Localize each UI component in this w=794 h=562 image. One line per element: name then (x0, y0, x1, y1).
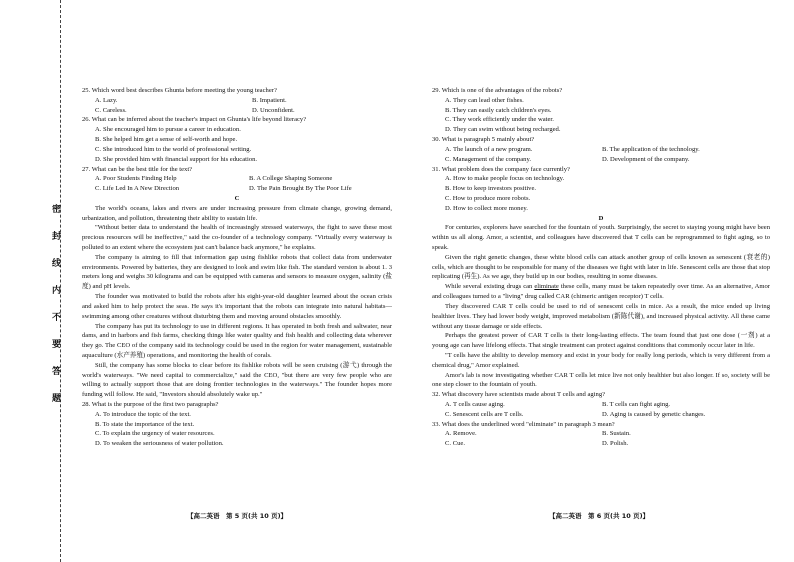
option-a[interactable]: A. T cells cause aging. (445, 401, 505, 408)
passage-paragraph (432, 282, 770, 302)
question-stem: 25. Which word best describes Ghunta before meeting the young teacher? (82, 87, 277, 94)
option-c[interactable]: C. To explain the urgency of water resources. (95, 430, 215, 438)
question-stem: 27. What can be the best title for the text? (82, 165, 193, 173)
option-b[interactable]: B. Impatient. (252, 96, 287, 104)
section-heading-d: D (598, 214, 604, 222)
paragraph-text: While several existing drugs can (445, 283, 535, 291)
option-d[interactable]: D. They can swim without being recharged. (445, 126, 561, 134)
option-b[interactable]: B. T cells can fight aging. (602, 401, 671, 408)
underlined-word-eliminate: eliminate (534, 283, 559, 291)
option-c[interactable]: C. They work efficiently under the water. (445, 116, 554, 124)
option-d[interactable]: D. She provided him with financial support for his education. (95, 155, 258, 163)
question-32 (432, 390, 770, 419)
options (432, 145, 770, 165)
question-stem: 28. What is the purpose of the first two paragraphs? (82, 401, 219, 408)
passage-paragraph: They discovered CAR T cells could be used to rid of senescent cells in mice. As a result, the mice ended up living healthier lives. They had lower body weight, improved metabolism (新陈代谢), and increased physical activity. All these came without any tissue damage or side effects. (432, 302, 770, 330)
option-b[interactable]: B. The application of the technology. (602, 145, 700, 153)
binding-char: 线 (52, 259, 62, 269)
option-c[interactable]: C. Life Led In A New Direction (95, 185, 180, 193)
option-d[interactable]: D. Polish. (602, 440, 629, 448)
passage-paragraph: The company is aiming to fill that information gap using fishlike robots that collect data from underwater environments. Powered by batteries, they are designed to look and swim like fish. The standard version is about 1. 3 meters long and weighs 30 kilograms and can be equipped with cameras and sensors to measure oxygen, salinity (盐度) and pH levels. (82, 253, 392, 291)
passage-paragraph: Given the right genetic changes, these white blood cells can attack another group of cells known as senescent (衰老的) cells, which are thought to be responsible for many of the diseases we fight with later in life. Senescent cells are those that stop replicating (再生). As we age, they build up in our bodies, resulting in some diseases. (432, 253, 770, 281)
options (82, 125, 392, 164)
option-b[interactable]: B. Sustain. (602, 430, 631, 438)
option-a[interactable]: A. Remove. (445, 430, 477, 438)
passage-paragraph: "Without better data to understand the health of increasingly stressed waterways, the fight to save these most precious resources will be ineffective," said the co-founder of a technology company. "Virtually every waterway is polluted to an extent where the ecosystem just can't balance back anymore," he explains. (82, 224, 392, 251)
passage-paragraph: The world's oceans, lakes and rivers are under increasing pressure from climate change, growing demand, urbanization, and pollution, threatening their ability to sustain life. (82, 204, 392, 222)
question-31 (432, 165, 770, 214)
passage-paragraph: Amor's lab is now investigating whether CAR T cells let mice live not only healthier but also longer. If so, society will be one step closer to the fountain of youth. (432, 371, 770, 389)
binding-char: 密 (52, 205, 62, 215)
option-a[interactable]: A. To introduce the topic of the text. (95, 410, 191, 418)
passage-paragraph: The founder was motivated to build the robots after his eight-year-old daughter learned about the ocean crisis and asked him to help protect the seas. He says it's important that the robots can integrate into natural habitats—swimming among other creatures without disturbing them and moving around obstacles smoothly. (82, 293, 392, 320)
option-d[interactable]: D. Aging is caused by genetic changes. (602, 410, 706, 418)
options (82, 96, 392, 116)
option-d[interactable]: D. The Pain Brought By The Poor Life (249, 185, 352, 193)
option-a[interactable]: A. Lazy. (95, 96, 118, 104)
question-28 (82, 400, 392, 449)
options (432, 400, 770, 420)
option-c[interactable]: C. Cue. (445, 440, 465, 448)
binding-margin (38, 0, 61, 562)
options (82, 174, 392, 194)
passage-paragraph: The company has put its technology to use in different regions. It has operated in both fresh and saltwater, near dams, and in harbors and fish farms, checking things like water quality and fish health and collecting data wherever they go. The CEO of the company said its technology could be used in the region for water management, sustainable aquaculture (水产养殖) operations, and monitoring the health of corals. (82, 322, 392, 359)
page-6-column (432, 86, 770, 449)
question-stem: 26. What can be inferred about the teacher's impact on Ghunta's life beyond literacy? (82, 116, 307, 124)
question-26 (82, 115, 392, 164)
option-a[interactable]: A. She encouraged him to pursue a career in education. (95, 126, 241, 134)
question-stem: 29. Which is one of the advantages of the robots? (432, 87, 563, 94)
option-b[interactable]: B. To state the importance of the text. (95, 420, 195, 428)
question-stem: 33. What does the underlined word "eliminate" in paragraph 3 mean? (432, 420, 615, 428)
option-b[interactable]: B. A College Shaping Someone (249, 175, 333, 183)
binding-char: 题 (52, 394, 62, 404)
option-c[interactable]: C. She introduced him to the world of professional writing. (95, 145, 252, 153)
passage-paragraph: Still, the company has some blocks to clear before its fishlike robots will be seen cruising (游弋) through the world's waterways. "We need capital to commercialize," said the CEO, "but there are very few people who are willing to actually support those that are doing frontier technologies in the waterways." The founder hopes more funding will follow. He said, "Investors should absolutely wake up." (82, 361, 392, 399)
binding-char: 封 (52, 232, 62, 242)
option-a[interactable]: A. They can lead other fishes. (445, 96, 524, 104)
options (82, 410, 392, 449)
option-a[interactable]: A. Poor Students Finding Help (95, 175, 177, 183)
option-b[interactable]: B. They can easily catch children's eyes. (445, 106, 552, 114)
option-c[interactable]: C. How to produce more robots. (445, 194, 531, 202)
binding-char: 要 (52, 340, 62, 350)
binding-char: 内 (52, 286, 62, 296)
paragraph-text: these cells, many must be taken repeatedly over time. As an alternative, Amor and colleagues turned to a "living" drug called CAR (chimeric antigen receptor) T cells. (432, 283, 770, 301)
options (432, 429, 770, 449)
option-b[interactable]: B. She helped him get a sense of self-worth and hope. (95, 136, 238, 144)
options (432, 174, 770, 213)
passage-paragraph: "T cells have the ability to develop memory and exist in your body for really long periods, which is very different from a chemical drug," Amor explained. (432, 351, 770, 369)
page-5-column (82, 86, 392, 449)
option-c[interactable]: C. Senescent cells are T cells. (445, 410, 524, 418)
page-footer-6: 【高二英语 第 6 页(共 10 页)】 (549, 512, 650, 520)
option-c[interactable]: C. Management of the company. (445, 155, 531, 163)
question-29 (432, 86, 770, 135)
question-25 (82, 86, 392, 115)
question-27 (82, 165, 392, 194)
option-a[interactable]: A. The launch of a new program. (445, 145, 533, 153)
option-a[interactable]: A. How to make people focus on technology. (445, 175, 565, 183)
question-stem: 32. What discovery have scientists made about T cells and aging? (432, 391, 606, 399)
option-d[interactable]: D. Development of the company. (602, 155, 690, 163)
passage-paragraph: For centuries, explorers have searched for the fountain of youth. Surprisingly, the secret to staying young might have been within us all along. Amor, a scientist, and colleagues have discovered that T cells can be reprogrammed to fight aging, so to speak. (432, 224, 770, 251)
section-heading-c: C (234, 194, 240, 202)
passage-paragraph: Perhaps the greatest power of CAR T cells is their long-lasting effects. The team found that just one dose (一剂) at a young age can have lifelong effects. That single treatment can protect against conditions that commonly occur later in life. (432, 332, 770, 350)
binding-char: 答 (52, 367, 62, 377)
option-d[interactable]: D. Unconfident. (252, 106, 295, 114)
binding-char: 不 (52, 313, 62, 323)
option-b[interactable]: B. How to keep investors positive. (445, 185, 537, 193)
option-d[interactable]: D. To weaken the seriousness of water pollution. (95, 440, 224, 448)
question-stem: 31. What problem does the company face currently? (432, 165, 570, 173)
option-d[interactable]: D. How to collect more money. (445, 204, 528, 212)
question-30 (432, 135, 770, 164)
options (432, 96, 770, 135)
page-footer-5: 【高二英语 第 5 页(共 10 页)】 (187, 512, 288, 520)
question-stem: 30. What is paragraph 5 mainly about? (432, 136, 535, 144)
option-c[interactable]: C. Careless. (95, 106, 127, 114)
question-33 (432, 420, 770, 449)
